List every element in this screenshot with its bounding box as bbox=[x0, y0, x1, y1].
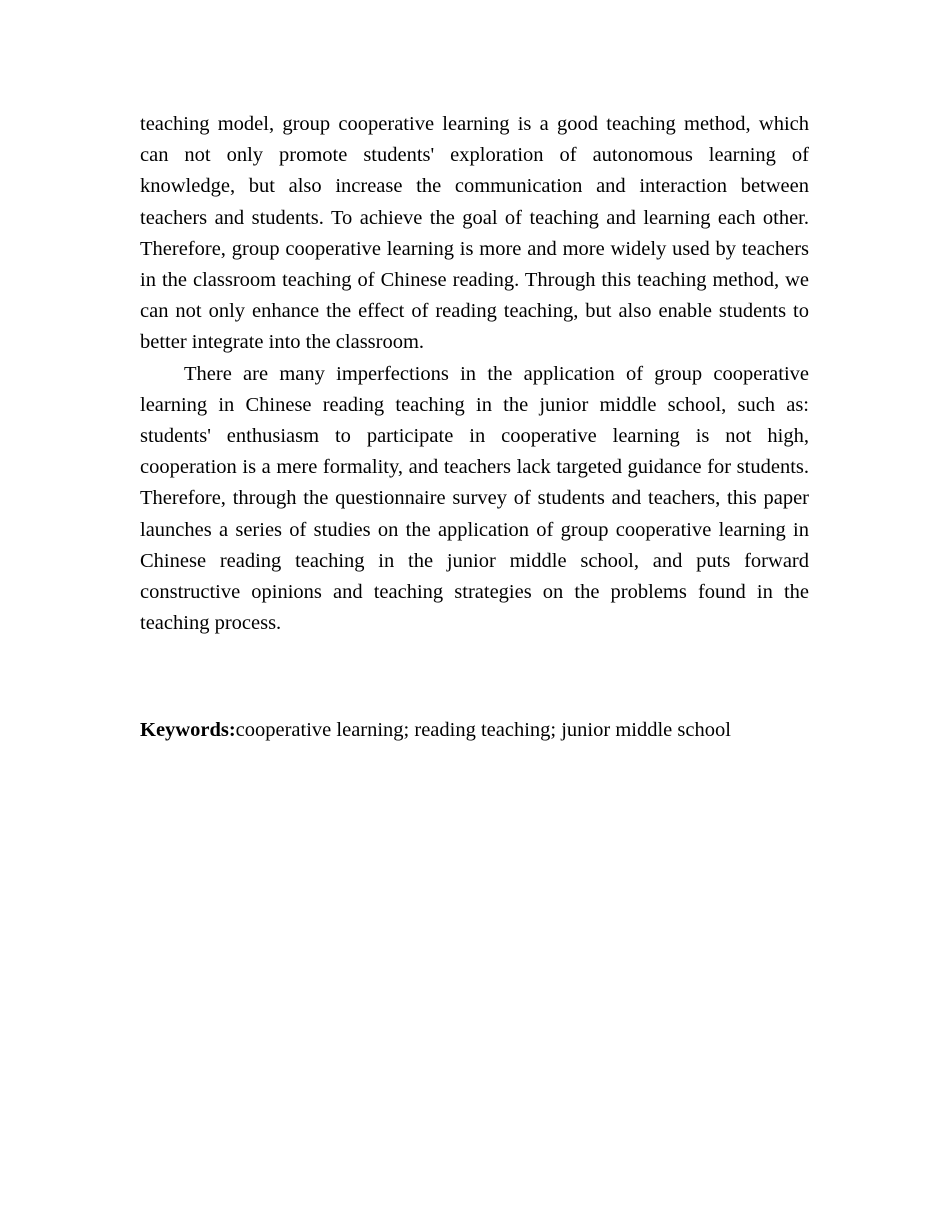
keywords-text: cooperative learning; reading teaching; junior middle school bbox=[235, 719, 731, 741]
keywords-line bbox=[140, 715, 840, 746]
abstract-body bbox=[140, 109, 809, 639]
abstract-paragraph-1: teaching model, group cooperative learning is a good teaching method, which can not only promote students' exploration of autonomous learning of knowledge, but also increase the communication and interaction between teachers and students. To achieve the goal of teaching and learning each other. Therefore, group cooperative learning is more and more widely used by teachers in the classroom teaching of Chinese reading. Through this teaching method, we can not only enhance the effect of reading teaching, but also enable students to better integrate into the classroom. bbox=[140, 113, 809, 354]
abstract-paragraph-2: There are many imperfections in the application of group cooperative learning in Chinese reading teaching in the junior middle school, such as: students' enthusiasm to participate in cooperative learning is not high, cooperation is a mere formality, and teachers lack targeted guidance for students. Therefore, through the questionnaire survey of students and teachers, this paper launches a series of studies on the application of group cooperative learning in Chinese reading teaching in the junior middle school, and puts forward constructive opinions and teaching strategies on the problems found in the teaching process. bbox=[140, 362, 809, 635]
keywords-label: Keywords: bbox=[140, 719, 236, 741]
